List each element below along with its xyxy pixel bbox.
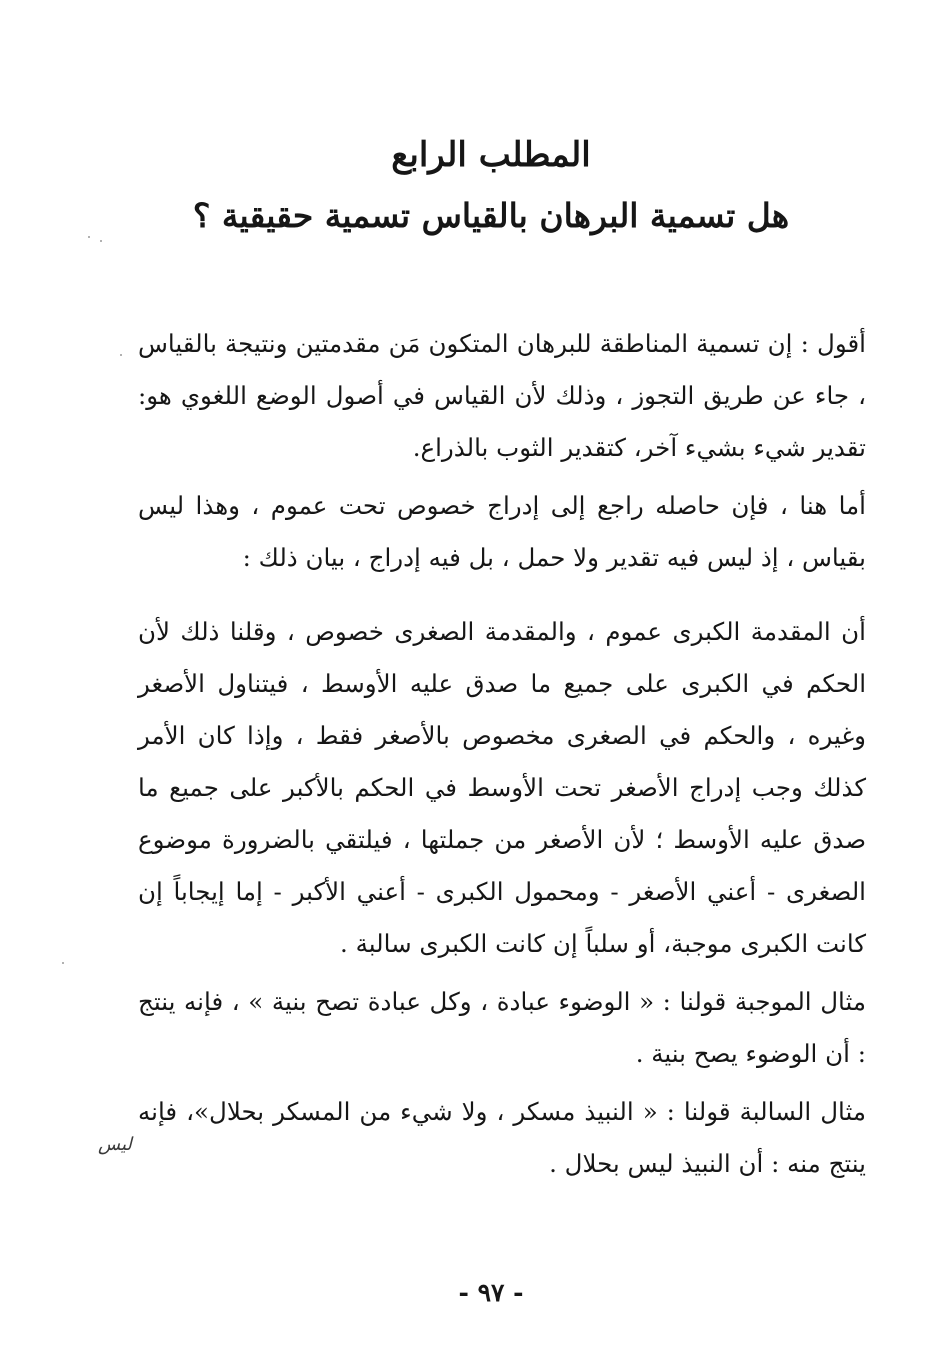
paragraph-explanation: أما هنا ، فإن حاصله راجع إلى إدراج خصوص تحت عموم ، وهذا ليس بقياس ، إذ ليس فيه تقدير ولا حمل ، بل فيه إدراج ، بيان ذلك : [138,491,866,572]
handwritten-margin-note: ليس [98,1134,132,1155]
scan-speck [62,962,64,964]
paragraph-negative-example: مثال السالبة قولنا : « النبيذ مسكر ، ولا شيء من المسكر بحلال»، فإنه ينتج منه : أن النبيذ ليس بحلال . [138,1097,866,1178]
scan-speck [100,240,102,242]
body-text [138,318,866,1190]
paragraph-argument: أن المقدمة الكبرى عموم ، والمقدمة الصغرى خصوص ، وقلنا ذلك لأن الحكم في الكبرى على جميع ما صدق عليه الأوسط ، فيتناول الأصغر وغيره ، والحكم في الصغرى مخصوص بالأصغر فقط ، وإذا كان الأمر كذلك وجب إدراج الأصغر تحت الأوسط في الحكم بالأكبر على جميع ما صدق عليه الأوسط ؛ لأن الأصغر من جملتها ، فيلتقي بالضرورة موضوع الصغرى - أعني الأصغر - ومحمول الكبرى - أعني الأكبر - إما إيجاباً إن كانت الكبرى موجبة، أو سلباً إن كانت الكبرى سالبة . [138,617,866,958]
paragraph-positive-example: مثال الموجبة قولنا : « الوضوء عبادة ، وكل عبادة تصح بنية » ، فإنه ينتج : أن الوضوء يصح بنية . [138,987,866,1068]
scan-speck [88,236,90,238]
section-title: المطلب الرابع [391,135,591,175]
question-title: هل تسمية البرهان بالقياس تسمية حقيقية ؟ [192,196,790,235]
paragraph-intro: أقول : إن تسمية المناطقة للبرهان المتكون مَن مقدمتين ونتيجة بالقياس ، جاء عن طريق التجوز ، وذلك لأن القياس في أصول الوضع اللغوي هو: تقدير شيء بشيء آخر، كتقدير الثوب بالذراع. [138,329,866,462]
page-number: - ٩٧ - [458,1278,524,1307]
scan-speck [120,354,122,356]
